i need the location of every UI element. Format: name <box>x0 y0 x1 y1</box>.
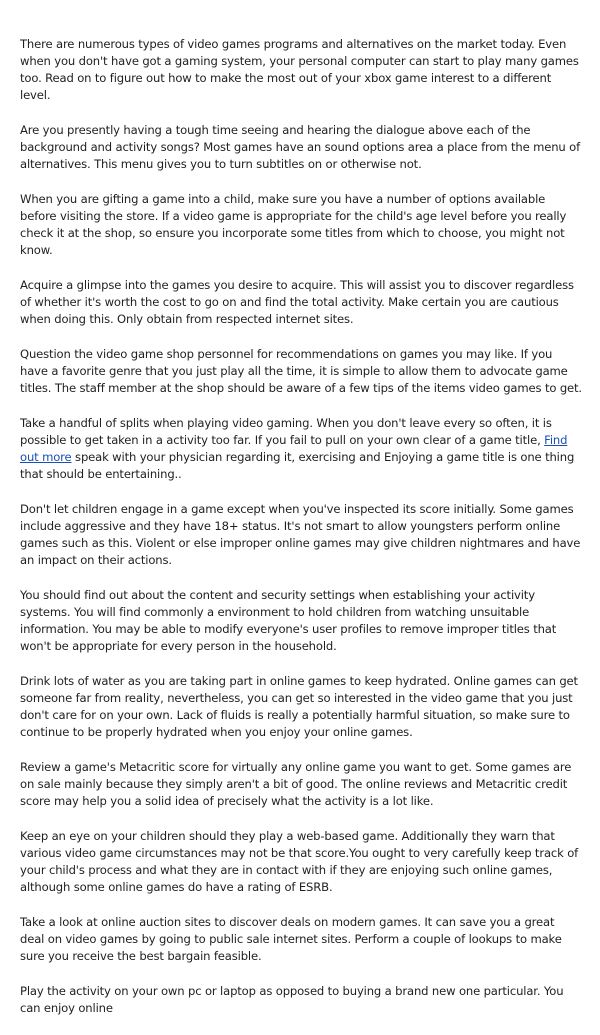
paragraph-pc-play: Play the activity on your own pc or laptop as opposed to buying a brand new one particular. You can enjoy online <box>20 984 564 1015</box>
paragraph-ratings: Don't let children engage in a game except when you've inspected its score initially. Some games include aggressive and they have 18+ status. It's not smart to allow youngsters perform online games such as this. Violent or else improper online games may give children nightmares and have an impact on their actions. <box>20 502 581 567</box>
paragraph-security-settings: You should find out about the content and security settings when establishing your activity systems. You will find commonly a environment to hold children from watching unsuitable information. You may be able to modify everyone's user profiles to remove improper titles that won't be appropriate for every person in the household. <box>20 588 557 653</box>
paragraph-preview: Acquire a glimpse into the games you desire to acquire. This will assist you to discover regardless of whether it's worth the cost to go on and find the total activity. Make certain you are cautious when doing this. Only obtain from respected internet sites. <box>20 278 574 326</box>
paragraph-auction-sites: Take a look at online auction sites to discover deals on modern games. It can save you a great deal on video games by going to public sale internet sites. Perform a couple of lookups to make sure you receive the best bargain feasible. <box>20 915 562 963</box>
paragraph-monitor-children: Keep an eye on your children should they play a web-based game. Additionally they warn that various video game circumstances may not be that score.You ought to very carefully keep track of your child's process and what they are in contact with if they are enjoying such online games, although some online games do have a rating of ESRB. <box>20 829 579 894</box>
paragraph-intro: There are numerous types of video games programs and alternatives on the market today. Even when you don't have got a gaming system, your personal computer can start to play many games too. Read on to figure out how to make the most out of your xbox game interest to a different level. <box>20 37 579 102</box>
paragraph-breaks-text-before: Take a handful of splits when playing video gaming. When you don't leave every so often, it is possible to get taken in a activity too far. If you fail to pull on your own clear of a game title, <box>20 416 552 447</box>
paragraph-metacritic: Review a game's Metacritic score for virtually any online game you want to get. Some games are on sale mainly because they simply aren't a bit of good. The online reviews and Metacritic credit score may help you a solid idea of precisely what the activity is a lot like. <box>20 760 572 808</box>
paragraph-breaks-text-after: speak with your physician regarding it, exercising and Enjoying a game title is one thing that should be entertaining.. <box>20 450 575 481</box>
article-body <box>20 36 582 1035</box>
paragraph-gifting: When you are gifting a game into a child, make sure you have a number of options available before visiting the store. If a video game is appropriate for the child's age level before you really check it at the shop, so ensure you incorporate some titles from which to choose, you might not know. <box>20 192 567 257</box>
paragraph-subtitles: Are you presently having a tough time seeing and hearing the dialogue above each of the background and activity songs? Most games have an sound options area a place from the menu of alternatives. This menu gives you to turn subtitles on or otherwise not. <box>20 123 581 171</box>
paragraph-breaks <box>20 415 582 483</box>
find-out-more-link[interactable]: Find out more <box>20 433 568 464</box>
paragraph-hydration: Drink lots of water as you are taking part in online games to keep hydrated. Online games can get someone far from reality, nevertheless, you can get so interested in the video game that you just don't care for on your own. Lack of fluids is really a potentially harmful situation, so make sure to continue to be properly hydrated when you enjoy your online games. <box>20 674 578 739</box>
paragraph-shop-staff: Question the video game shop personnel for recommendations on games you may like. If you have a favorite genre that you just play all the time, it is simple to allow them to advocate game titles. The staff member at the shop should be aware of a few tips of the items video games to get. <box>20 347 582 395</box>
